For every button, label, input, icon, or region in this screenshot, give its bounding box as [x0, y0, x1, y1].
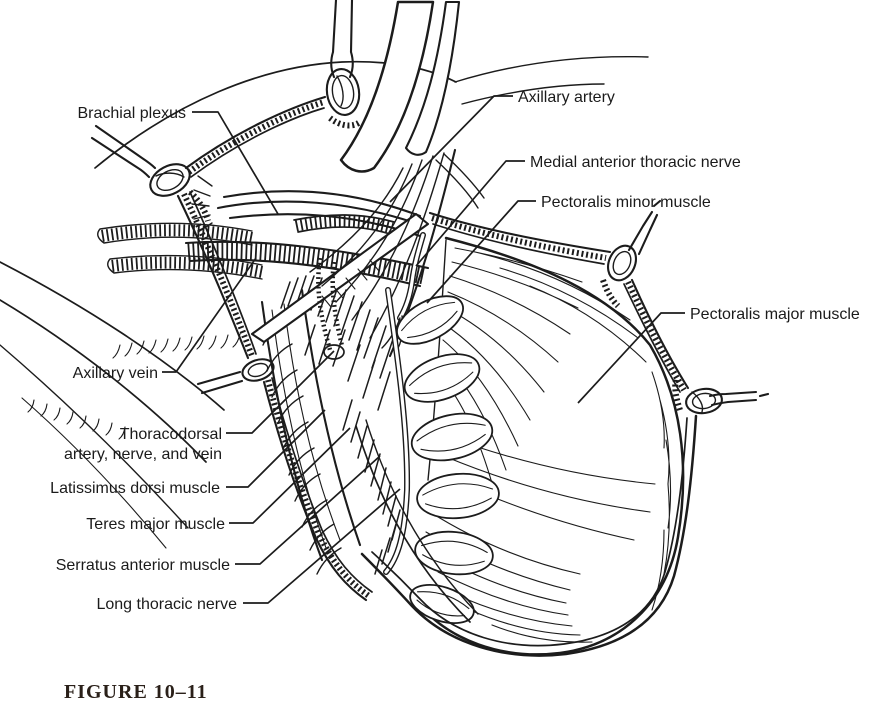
label-long-thoracic-nerve: Long thoracic nerve — [96, 596, 237, 613]
arm-fringe-hatch — [28, 334, 240, 439]
lower-right-retractor — [675, 378, 768, 415]
label-medial-anterior-thoracic-nerve: Medial anterior thoracic nerve — [530, 154, 741, 171]
label-axillary-vein: Axillary vein — [72, 365, 158, 382]
label-pectoralis-minor-muscle: Pectoralis minor muscle — [541, 194, 711, 211]
leader-lines — [162, 96, 685, 603]
label-axillary-artery: Axillary artery — [518, 89, 615, 106]
leader-long-thoracic-nerve — [243, 489, 400, 603]
upper-right-retractor — [603, 201, 660, 306]
label-thoracodorsal-line2: artery, nerve, and vein — [63, 446, 222, 463]
label-latissimus-dorsi-muscle: Latissimus dorsi muscle — [50, 480, 220, 497]
arm-folds — [0, 262, 240, 548]
label-pectoralis-major-muscle: Pectoralis major muscle — [690, 306, 860, 323]
label-teres-major-muscle: Teres major muscle — [86, 516, 225, 533]
label-brachial-plexus: Brachial plexus — [77, 105, 186, 122]
label-thoracodorsal-line1: Thoracodorsal — [119, 426, 222, 443]
figure-caption: FIGURE 10–11 — [64, 681, 208, 703]
label-serratus-anterior-muscle: Serratus anterior muscle — [55, 557, 230, 574]
arm-vessel-tubes — [341, 2, 484, 208]
leader-teres-major — [229, 428, 350, 523]
left-retractor — [92, 126, 208, 221]
